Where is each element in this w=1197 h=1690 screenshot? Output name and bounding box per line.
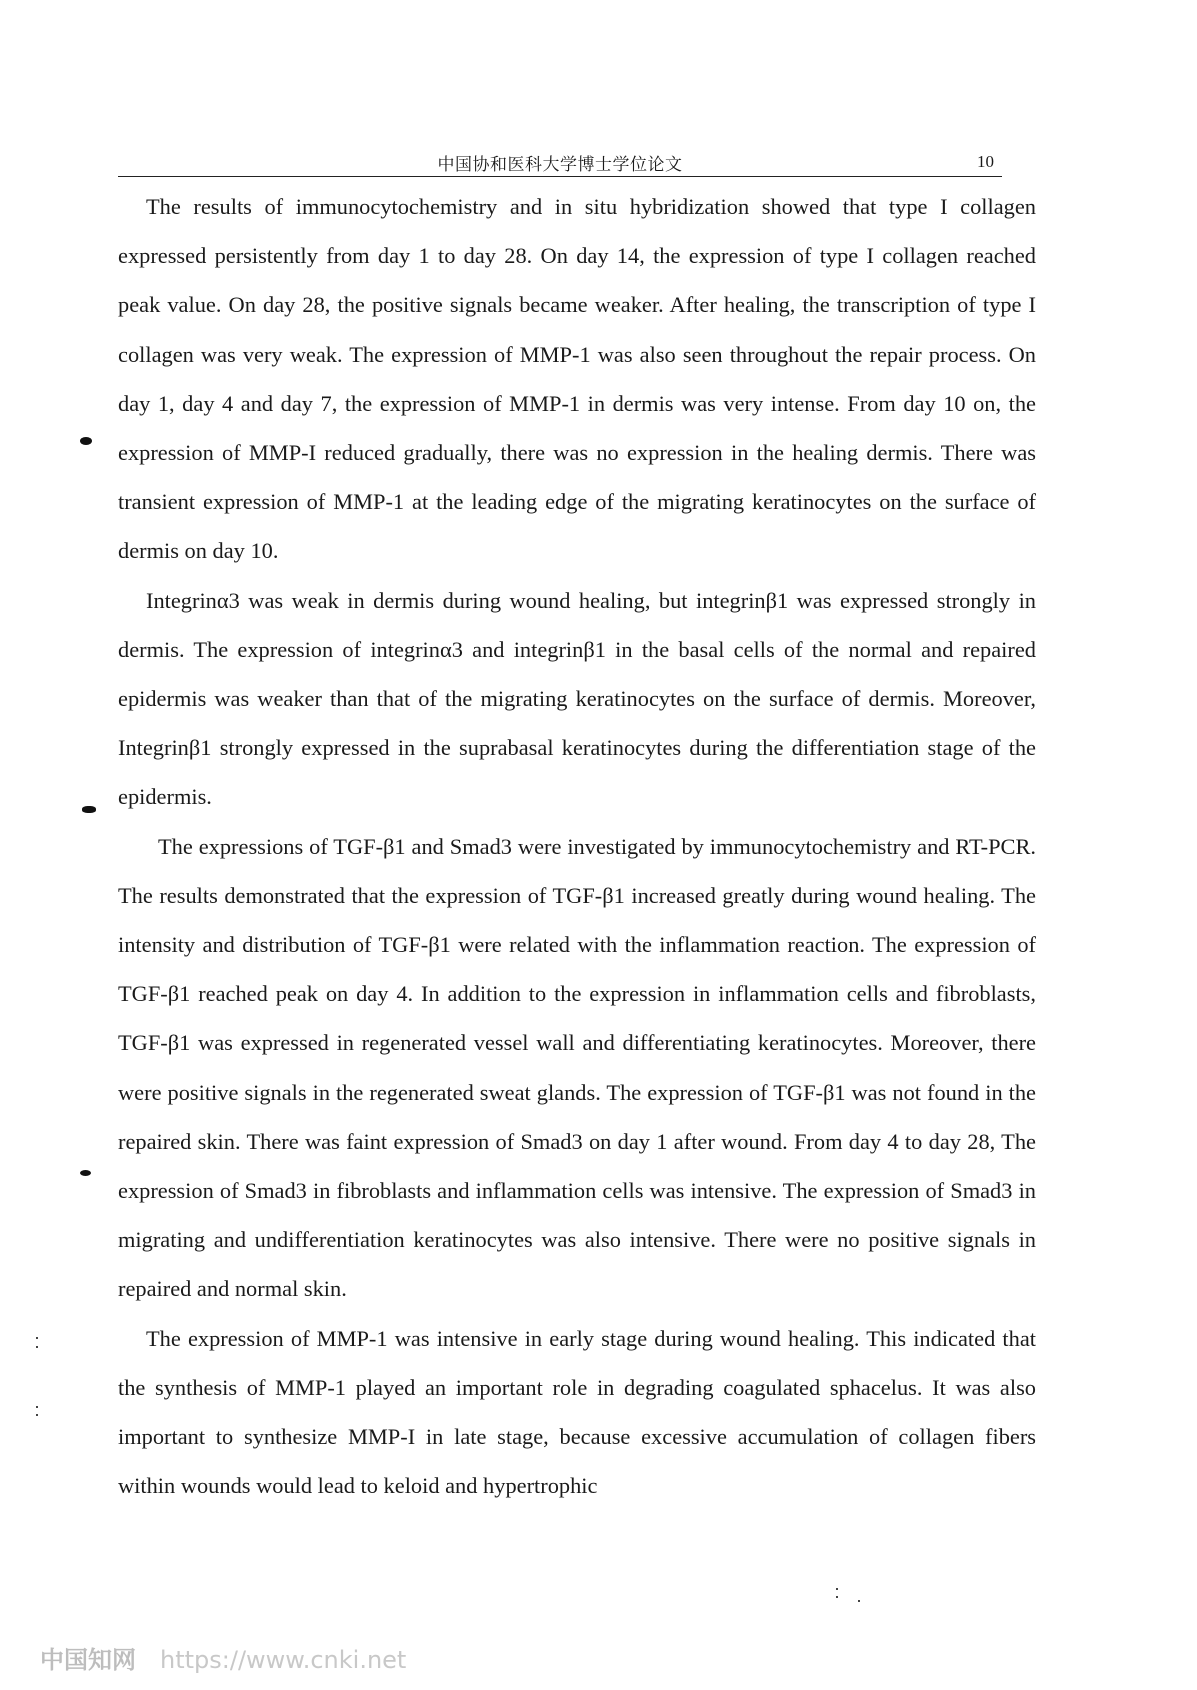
scan-dot (836, 1596, 838, 1598)
cnki-logo: 中国知网 (40, 1646, 136, 1674)
scan-dot (36, 1406, 38, 1408)
paragraph-tgf-smad3: The expressions of TGF-β1 and Smad3 were investigated by immunocytochemistry and RT-PCR. The results demonstrated that the expression of TGF-β1 increased greatly during wound healing. The intensity and distribution of TGF-β1 were related with the inflammation reaction. The expression of TGF-β1 reached peak on day 4. In addition to the expression in inflammation cells and fibroblasts, TGF-β1 was expressed in regenerated vessel wall and differentiating keratinocytes. Moreover, there were positive signals in the regenerated sweat glands. The expression of TGF-β1 was not found in the repaired skin. There was faint expression of Smad3 on day 1 after wound. From day 4 to day 28, The expression of Smad3 in fibroblasts and inflammation cells was intensive. The expression of Smad3 in migrating and undifferentiation keratinocytes was also intensive. There were no positive signals in repaired and normal skin. (118, 833, 1036, 1302)
scan-mark (82, 806, 96, 813)
scan-mark (80, 437, 92, 445)
body-text (118, 182, 1036, 1510)
running-header (118, 150, 1002, 177)
scan-mark (80, 1170, 91, 1176)
scan-dot (858, 1600, 860, 1602)
paragraph-collagen-mmp1: The results of immunocytochemistry and in situ hybridization showed that type I collagen expressed persistently from day 1 to day 28. On day 14, the expression of type I collagen reached peak value. On day 28, the positive signals became weaker. After healing, the transcription of type I collagen was very weak. The expression of MMP-1 was also seen throughout the repair process. On day 1, day 4 and day 7, the expression of MMP-1 in dermis was very intense. From day 10 on, the expression of MMP-I reduced gradually, there was no expression in the healing dermis. There was transient expression of MMP-1 at the leading edge of the migrating keratinocytes on the surface of dermis on day 10. (118, 194, 1036, 564)
scan-dot (836, 1588, 838, 1590)
scan-dot (36, 1337, 38, 1339)
header-title: 中国协和医科大学博士学位论文 (437, 155, 683, 175)
page-number: 10 (977, 152, 994, 171)
cnki-watermark (40, 1640, 406, 1675)
paragraph-mmp1-discussion: The expression of MMP-1 was intensive in early stage during wound healing. This indicated that the synthesis of MMP-1 played an important role in degrading coagulated sphacelus. It was also important to synthesize MMP-I in late stage, because excessive accumulation of collagen fibers within wounds would lead to keloid and hypertrophic (118, 1325, 1036, 1499)
scan-dot (36, 1346, 38, 1348)
cnki-url: https://www.cnki.net (160, 1646, 407, 1674)
scan-dot (36, 1414, 38, 1416)
paragraph-integrin: Integrinα3 was weak in dermis during wound healing, but integrinβ1 was expressed strongly in dermis. The expression of integrinα3 and integrinβ1 in the basal cells of the normal and repaired epidermis was weaker than that of the migrating keratinocytes on the surface of dermis. Moreover, Integrinβ1 strongly expressed in the suprabasal keratinocytes during the differentiation stage of the epidermis. (118, 587, 1036, 810)
